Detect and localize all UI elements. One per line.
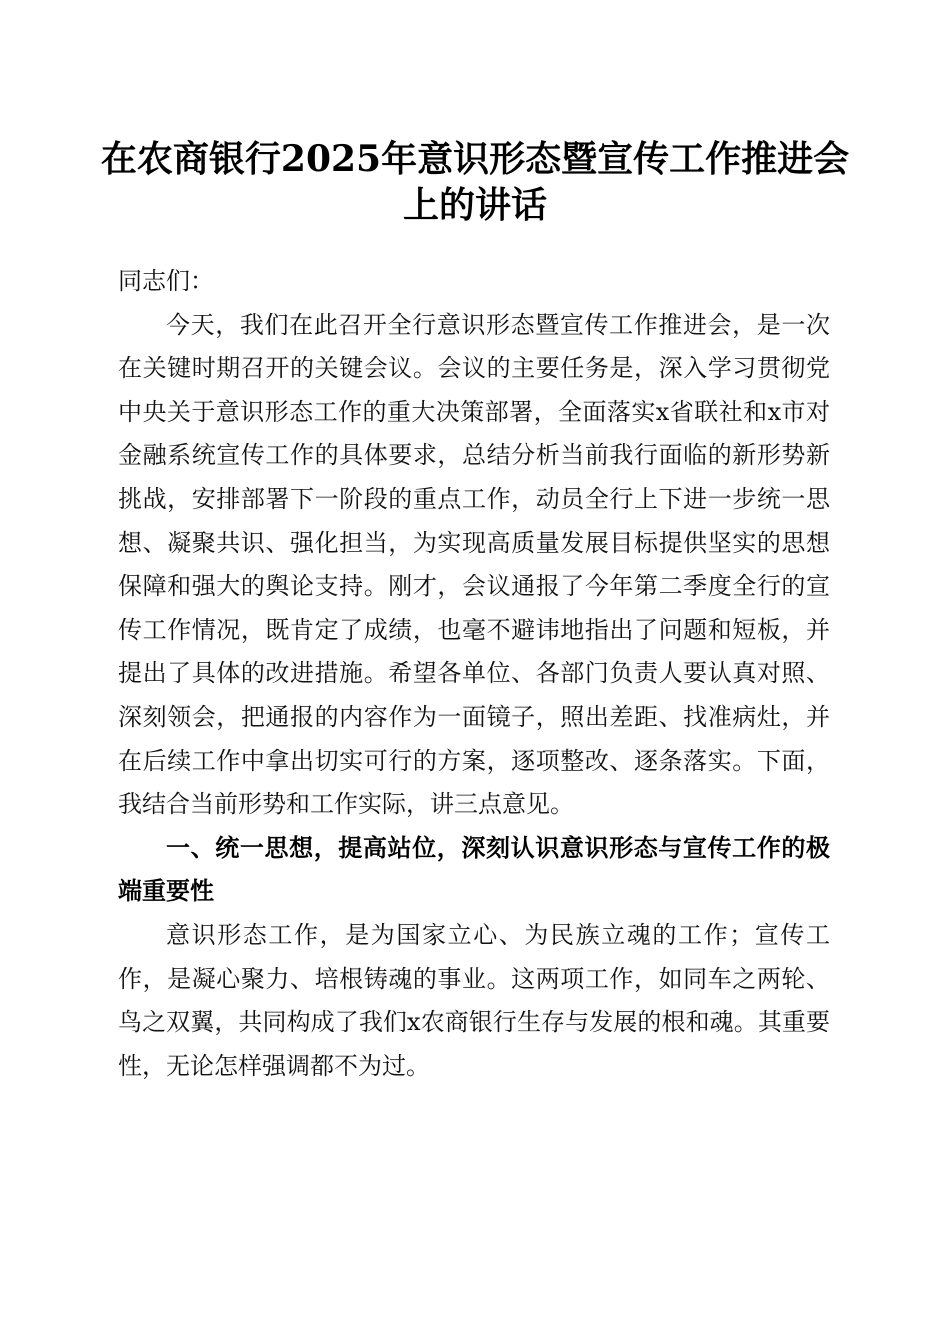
document-title: 在农商银行2025年意识形态暨宣传工作推进会上的讲话 — [100, 138, 850, 226]
section-paragraph: 意识形态工作，是为国家立心、为民族立魂的工作；宣传工作，是凝心聚力、培根铸魂的事业。这两项工作，如同车之两轮、鸟之双翼，共同构成了我们x农商银行生存与发展的根和魂。其重要性，无论怎样强调都不为过。 — [118, 920, 830, 1080]
document-body — [118, 260, 830, 1088]
section-heading: 一、统一思想，提高站位，深刻认识意识形态与宣传工作的极端重要性 — [118, 833, 830, 906]
salutation: 同志们： — [118, 267, 214, 295]
opening-paragraph: 今天，我们在此召开全行意识形态暨宣传工作推进会，是一次在关键时期召开的关键会议。会议的主要任务是，深入学习贯彻党中央关于意识形态工作的重大决策部署，全面落实x省联社和x市对金融系统宣传工作的具体要求，总结分析当前我行面临的新形势新挑战，安排部署下一阶段的重点工作，动员全行上下进一步统一思想、凝聚共识、强化担当，为实现高质量发展目标提供坚实的思想保障和强大的舆论支持。刚才，会议通报了今年第二季度全行的宣传工作情况，既肯定了成绩，也毫不避讳地指出了问题和短板，并提出了具体的改进措施。希望各单位、各部门负责人要认真对照、深刻领会，把通报的内容作为一面镜子，照出差距、找准病灶，并在后续工作中拿出切实可行的方案，逐项整改、逐条落实。下面，我结合当前形势和工作实际，讲三点意见。 — [118, 310, 830, 819]
